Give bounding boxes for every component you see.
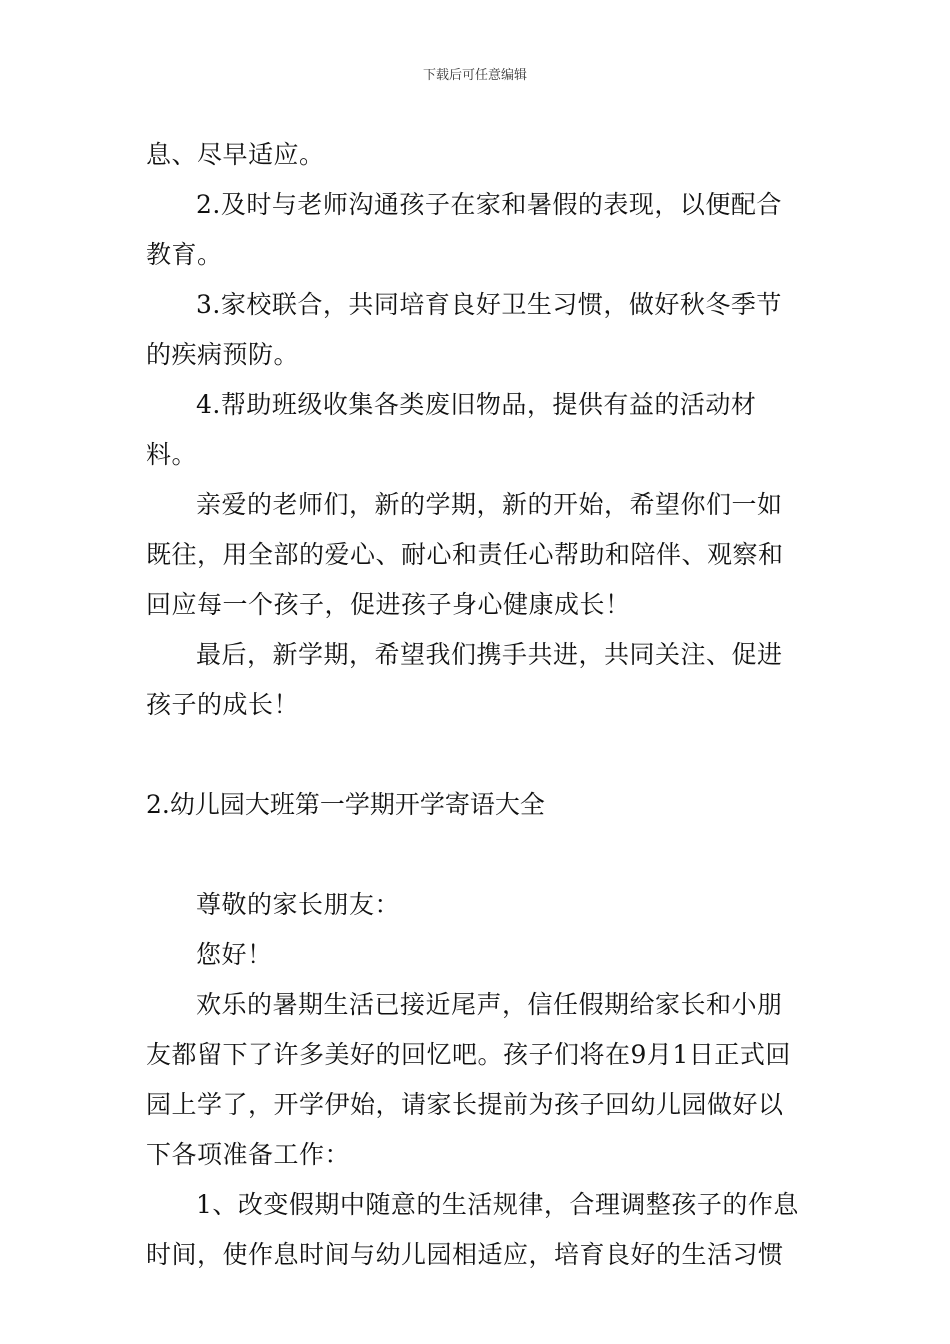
paragraph-item-4: 4.帮助班级收集各类废旧物品，提供有益的活动材料。 <box>146 390 757 469</box>
section-title: 2.幼儿园大班第一学期开学寄语大全 <box>146 790 545 819</box>
page-header: 下载后可任意编辑 <box>422 68 527 83</box>
paragraph-item-3: 3.家校联合，共同培育良好卫生习惯，做好秋冬季节的疾病预防。 <box>146 290 782 369</box>
paragraph-closing: 最后，新学期，希望我们携手共进，共同关注、促进孩子的成长！ <box>146 640 783 719</box>
paragraph-teachers: 亲爱的老师们，新的学期，新的开始，希望你们一如既往，用全部的爱心、耐心和责任心帮助和陪伴、观察和回应每一个孩子，促进孩子身心健康成长！ <box>146 490 784 619</box>
greeting: 尊敬的家长朋友： <box>196 890 401 919</box>
paragraph-item-2: 2.及时与老师沟通孩子在家和暑假的表现，以便配合教育。 <box>146 190 782 269</box>
document-body <box>146 130 806 1280</box>
paragraph-item-1: 1、改变假期中随意的生活规律，合理调整孩子的作息时间，使作息时间与幼儿园相适应，培育良好的生活习惯 <box>146 1190 799 1269</box>
paragraph-intro: 欢乐的暑期生活已接近尾声，信任假期给家长和小朋友都留下了许多美好的回忆吧。孩子们将在9月1日正式回园上学了，开学伊始，请家长提前为孩子回幼儿园做好以下各项准备工作： <box>146 990 791 1169</box>
paragraph-continuation: 息、尽早适应。 <box>146 140 325 169</box>
salutation: 您好！ <box>196 940 273 969</box>
